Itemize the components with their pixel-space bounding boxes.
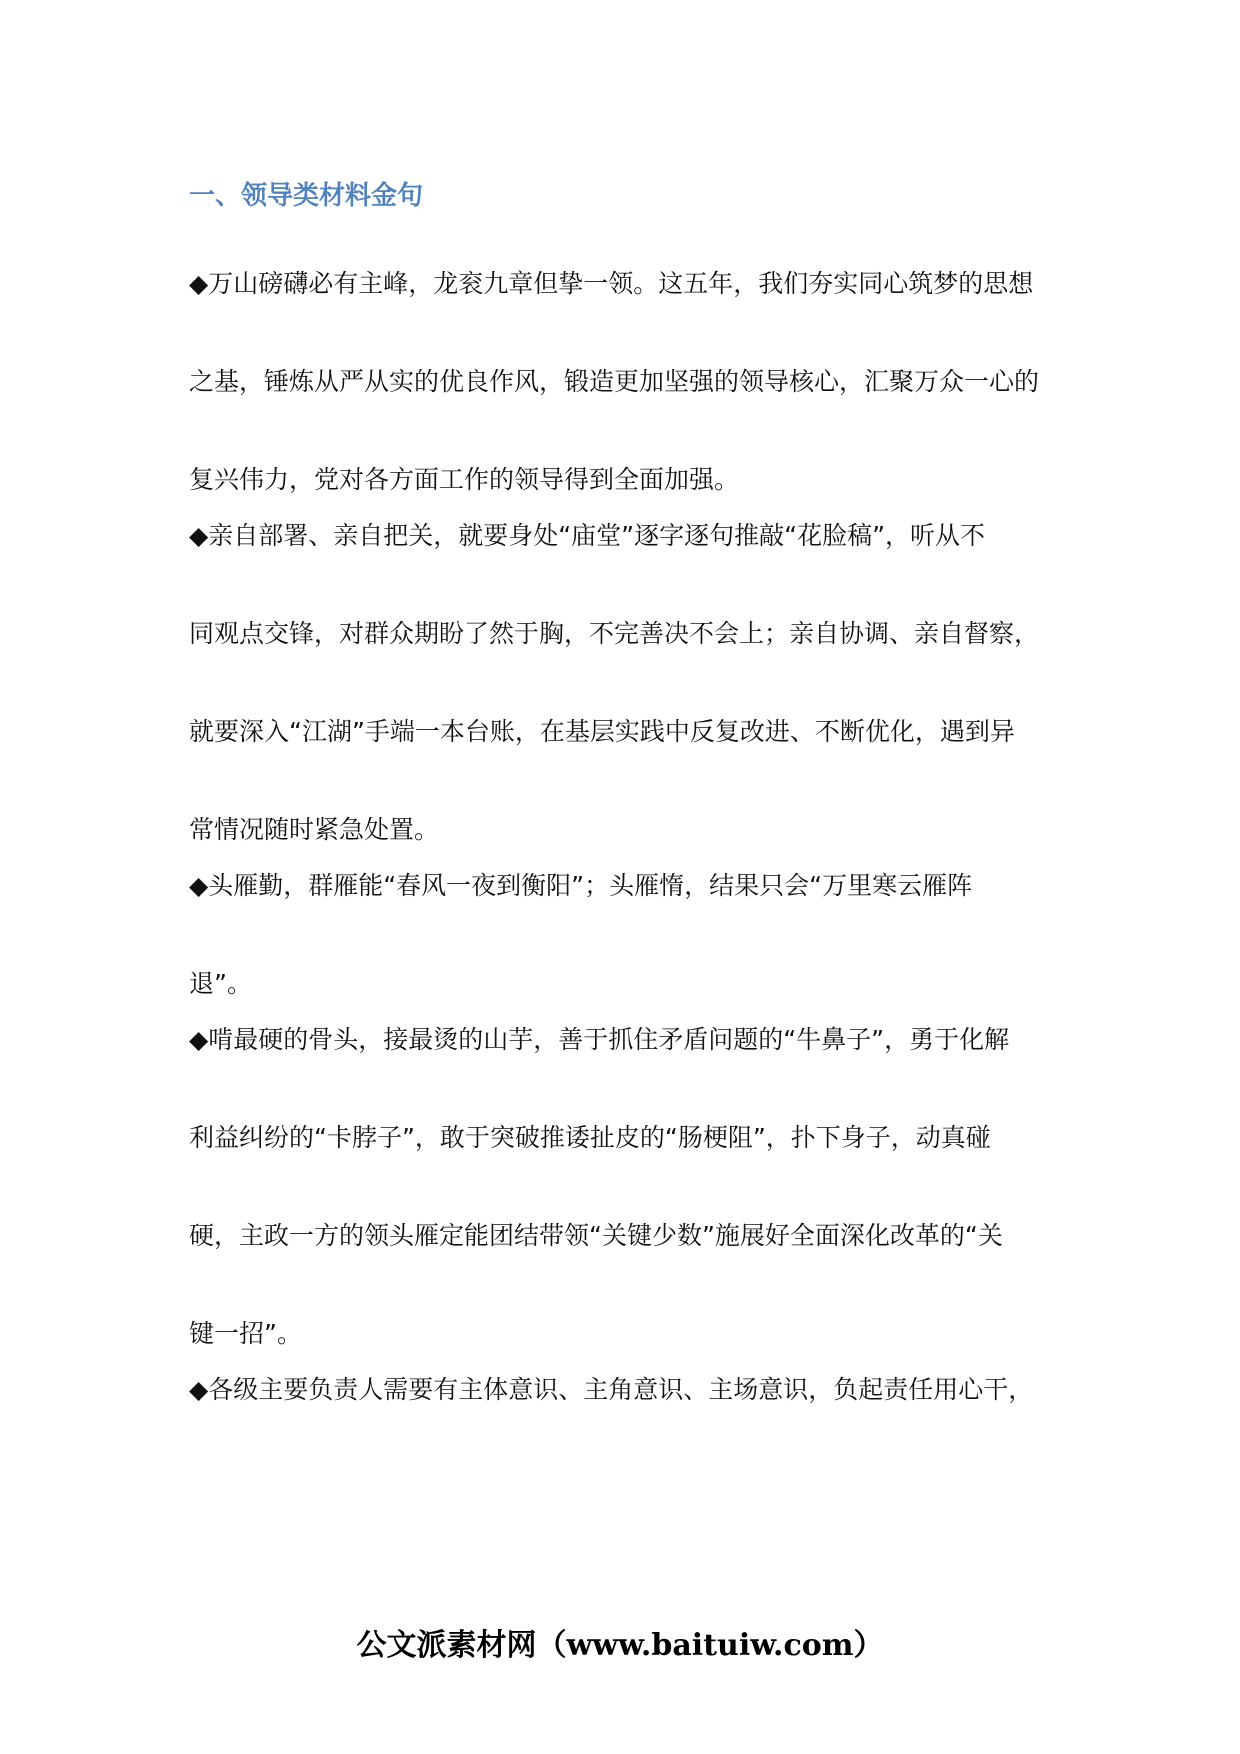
text-line: 常情况随时紧急处置。 (189, 815, 440, 844)
text-line: 利益纠纷的“卡脖子”，敢于突破推诿扯皮的“肠梗阻”，扑下身子，动真碰 (189, 1123, 991, 1152)
text-line: 复兴伟力，党对各方面工作的领导得到全面加强。 (189, 465, 740, 494)
page-footer: 公文派素材网（www.baituiw.com） (356, 1628, 884, 1663)
document-body (189, 170, 1059, 1426)
text-line: 退”。 (189, 969, 252, 998)
paragraph-1 (189, 264, 1059, 500)
text-line: ◆各级主要负责人需要有主体意识、主角意识、主场意识，负起责任用心干， (189, 1375, 1034, 1404)
section-heading: 一、领导类材料金句 (189, 181, 424, 211)
text-line: 硬，主政一方的领头雁定能团结带领“关键少数”施展好全面深化改革的“关 (189, 1221, 1003, 1250)
text-line: ◆万山磅礴必有主峰，龙衮九章但挚一领。这五年，我们夯实同心筑梦的思想 (189, 269, 1034, 298)
paragraph-2 (189, 516, 1059, 850)
paragraph-3 (189, 866, 1059, 1004)
text-line: ◆亲自部署、亲自把关，就要身处“庙堂”逐字逐句推敲“花脸稿”，听从不 (189, 521, 986, 550)
paragraph-5 (189, 1370, 1059, 1410)
text-line: 之基，锤炼从严从实的优良作风，锻造更加坚强的领导核心，汇聚万众一心的 (189, 367, 1040, 396)
text-line: ◆头雁勤，群雁能“春风一夜到衡阳”；头雁惰，结果只会“万里寒云雁阵 (189, 871, 973, 900)
text-line: 就要深入“江湖”手端一本台账，在基层实践中反复改进、不断优化，遇到异 (189, 717, 1015, 746)
paragraph-4 (189, 1020, 1059, 1354)
text-line: 同观点交锋，对群众期盼了然于胸，不完善决不会上；亲自协调、亲自督察， (189, 619, 1040, 648)
text-line: ◆啃最硬的骨头，接最烫的山芋，善于抓住矛盾问题的“牛鼻子”，勇于化解 (189, 1025, 1010, 1054)
text-line: 键一招”。 (189, 1319, 302, 1348)
